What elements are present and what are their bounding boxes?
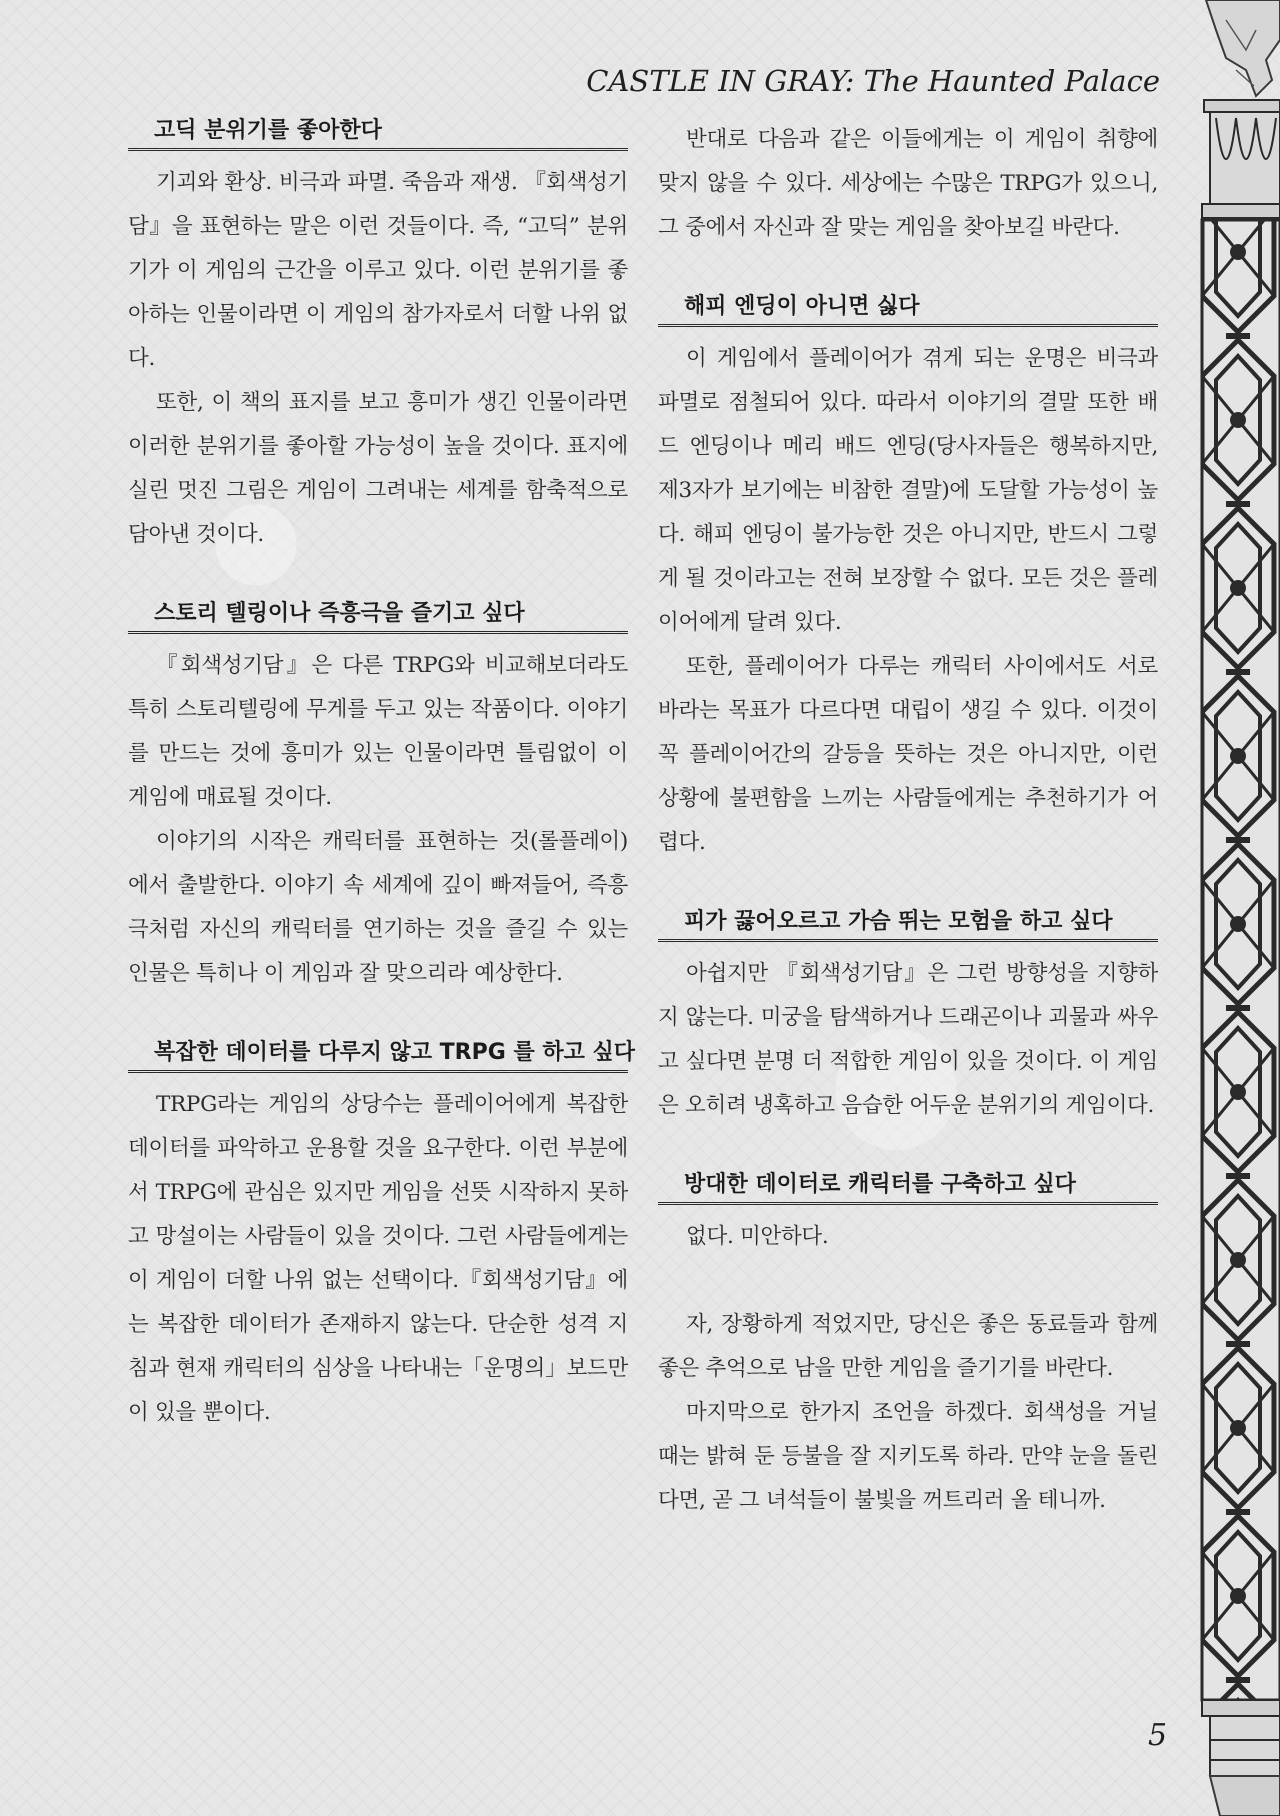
intro-paragraph: 반대로 다음과 같은 이들에게는 이 게임이 취향에 맞지 않을 수 있다. 세상에는 수많은 TRPG가 있으니, 그 중에서 자신과 잘 맞는 게임을 찾아보길 바란다. <box>658 127 1158 240</box>
section-gothic <box>128 118 628 557</box>
page-number: 5 <box>1148 1718 1168 1753</box>
section-heading: 복잡한 데이터를 다루지 않고 TRPG 를 하고 싶다 <box>128 1040 628 1073</box>
ornamental-pillar-border <box>1196 0 1280 1816</box>
section-heading: 피가 끓어오르고 가슴 뛰는 모험을 하고 싶다 <box>658 909 1158 942</box>
closing-paragraph: 자, 장황하게 적었지만, 당신은 좋은 동료들과 함께 좋은 추억으로 남을 만한 게임을 즐기기를 바란다. <box>658 1312 1158 1381</box>
section-heading: 스토리 텔링이나 즉흥극을 즐기고 싶다 <box>128 601 628 634</box>
running-title: CASTLE IN GRAY: The Haunted Palace <box>586 64 1160 98</box>
right-column <box>658 118 1158 1523</box>
paragraph: 기괴와 환상. 비극과 파멸. 죽음과 재생. 『회색성기담』을 표현하는 말은 이런 것들이다. 즉, “고딕” 분위기가 이 게임의 근간을 이루고 있다. 이런 분위기를 좋아하는 인물이라면 이 게임의 참가자로서 더할 나위 없다. <box>128 170 628 371</box>
left-column <box>128 118 636 1435</box>
section-vast-data <box>658 1172 1158 1259</box>
paragraph: 이 게임에서 플레이어가 겪게 되는 운명은 비극과 파멸로 점철되어 있다. 따라서 이야기의 결말 또한 배드 엔딩이나 메리 배드 엔딩(당사자들은 행복하지만, 제3자가 보기에는 비참한 결말)에 도달할 가능성이 높다. 해피 엔딩이 불가능한 것은 아니지만, 반드시 그렇게 될 것이라고는 전혀 보장할 수 없다. 모든 것은 플레이어에게 달려 있다. <box>658 346 1158 635</box>
section-storytelling <box>128 601 628 996</box>
paragraph: 아쉽지만 『회색성기담』은 그런 방향성을 지향하지 않는다. 미궁을 탐색하거나 드래곤이나 괴물과 싸우고 싶다면 분명 더 적합한 게임이 있을 것이다. 이 게임은 오히려 냉혹하고 음습한 어두운 분위기의 게임이다. <box>658 961 1158 1118</box>
section-adventure <box>658 909 1158 1128</box>
section-heading: 해피 엔딩이 아니면 싫다 <box>658 294 1158 327</box>
paragraph: 없다. 미안하다. <box>686 1224 829 1249</box>
paragraph: 『회색성기담』은 다른 TRPG와 비교해보더라도 특히 스토리텔링에 무게를 두고 있는 작품이다. 이야기를 만드는 것에 흥미가 있는 인물이라면 틀림없이 이 게임에 매료될 것이다. <box>128 653 628 810</box>
section-heading: 방대한 데이터로 캐릭터를 구축하고 싶다 <box>658 1172 1158 1205</box>
paragraph: TRPG라는 게임의 상당수는 플레이어에게 복잡한 데이터를 파악하고 운용할 것을 요구한다. 이런 부분에서 TRPG에 관심은 있지만 게임을 선뜻 시작하지 못하고 망설이는 사람들이 있을 것이다. 그런 사람들에게는 이 게임이 더할 나위 없는 선택이다.『회색성기담』에는 복잡한 데이터가 존재하지 않는다. 단순한 성격 지침과 현재 캐릭터의 심상을 나타내는「운명의」보드만이 있을 뿐이다. <box>128 1092 628 1425</box>
paragraph: 또한, 이 책의 표지를 보고 흥미가 생긴 인물이라면 이러한 분위기를 좋아할 가능성이 높을 것이다. 표지에 실린 멋진 그림은 게임이 그려내는 세계를 함축적으로 담아낸 것이다. <box>128 390 628 547</box>
section-happy-ending <box>658 294 1158 865</box>
closing-paragraph: 마지막으로 한가지 조언을 하겠다. 회색성을 거닐 때는 밝혀 둔 등불을 잘 지키도록 하라. 만약 눈을 돌린다면, 곧 그 녀석들이 불빛을 꺼트리러 올 테니까. <box>658 1400 1158 1513</box>
paragraph: 이야기의 시작은 캐릭터를 표현하는 것(롤플레이)에서 출발한다. 이야기 속 세계에 깊이 빠져들어, 즉흥극처럼 자신의 캐릭터를 연기하는 것을 즐길 수 있는 인물은 특히나 이 게임과 잘 맞으리라 예상한다. <box>128 829 628 986</box>
section-heading: 고딕 분위기를 좋아한다 <box>128 118 628 151</box>
paragraph: 또한, 플레이어가 다루는 캐릭터 사이에서도 서로 바라는 목표가 다르다면 대립이 생길 수 있다. 이것이 꼭 플레이어간의 갈등을 뜻하는 것은 아니지만, 이런 상황에 불편함을 느끼는 사람들에게는 추천하기가 어렵다. <box>658 654 1158 855</box>
section-simple-data <box>128 1040 636 1435</box>
